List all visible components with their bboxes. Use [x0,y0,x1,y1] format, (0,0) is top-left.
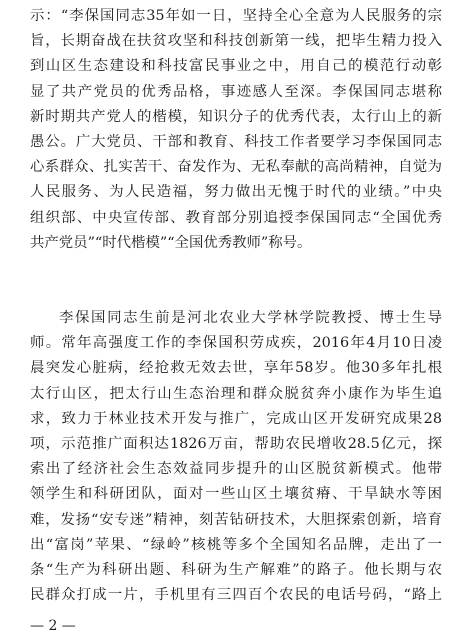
page-number: — 2 — [30,618,76,634]
paragraph-line: 新时期共产党人的楷模，知识分子的优秀代表，太行山上的新 [30,108,442,125]
paragraph-line: 太行山区，把太行山生态治理和群众脱贫奔小康作为毕生追 [30,385,442,402]
paragraph-line: 共产党员”“时代楷模”“全国优秀教师”称号。 [30,234,312,251]
paragraph-line: 条“生产为科研出题、科研为生产解难”的路子。他长期与农 [30,561,442,578]
paragraph-line: 领学生和科研团队，面对一些山区土壤贫瘠、干旱缺水等困 [30,486,442,503]
paragraph-line: 出“富岗”苹果、“绿岭”核桃等多个全国知名品牌，走出了一 [30,536,442,553]
paragraph-line: 索出了经济社会生态效益同步提升的山区脱贫新模式。他带 [30,461,442,478]
paragraph-line: 旨，长期奋战在扶贫攻坚和科技创新第一线，把毕生精力投入 [30,33,442,50]
paragraph-line: 李保国同志生前是河北农业大学林学院教授、博士生导 [59,310,442,326]
paragraph-1 [30,4,442,256]
paragraph-line: 师。常年高强度工作的李保国积劳成疾，2016年4月10日凌 [30,335,442,352]
paragraph-line: 组织部、中央宣传部、教育部分别追授李保国同志“全国优秀 [30,209,442,226]
paragraph-line: 民群众打成一片，手机里有三四百个农民的电话号码，“路上 [30,587,442,604]
paragraph-line: 项，示范推广面积达1826万亩，帮助农民增收28.5亿元，探 [30,435,442,452]
paragraph-line: 心系群众、扎实苦干、奋发作为、无私奉献的高尚精神，自觉为 [30,159,442,176]
paragraph-line: 愚公。广大党员、干部和教育、科技工作者要学习李保国同志 [30,133,442,150]
paragraph-line: 显了共产党员的优秀品格，事迹感人至深。李保国同志堪称 [30,83,442,100]
paragraph-line: 人民服务、为人民造福，努力做出无愧于时代的业绩。”中央 [30,184,442,201]
paragraph-line: 到山区生态建设和科技富民事业之中，用自己的模范行动彰 [30,58,442,75]
paragraph-line: 示：“李保国同志35年如一日，坚持全心全意为人民服务的宗 [30,8,442,24]
paragraph-line: 晨突发心脏病，经抢救无效去世，享年58岁。他30多年扎根 [30,360,442,377]
paragraph-2 [30,306,442,608]
paragraph-line: 求，致力于林业技术开发与推广，完成山区开发研究成果28 [30,410,442,427]
paragraph-line: 难，发扬“安专迷”精神，刻苦钻研技术，大胆探索创新，培育 [30,511,442,528]
